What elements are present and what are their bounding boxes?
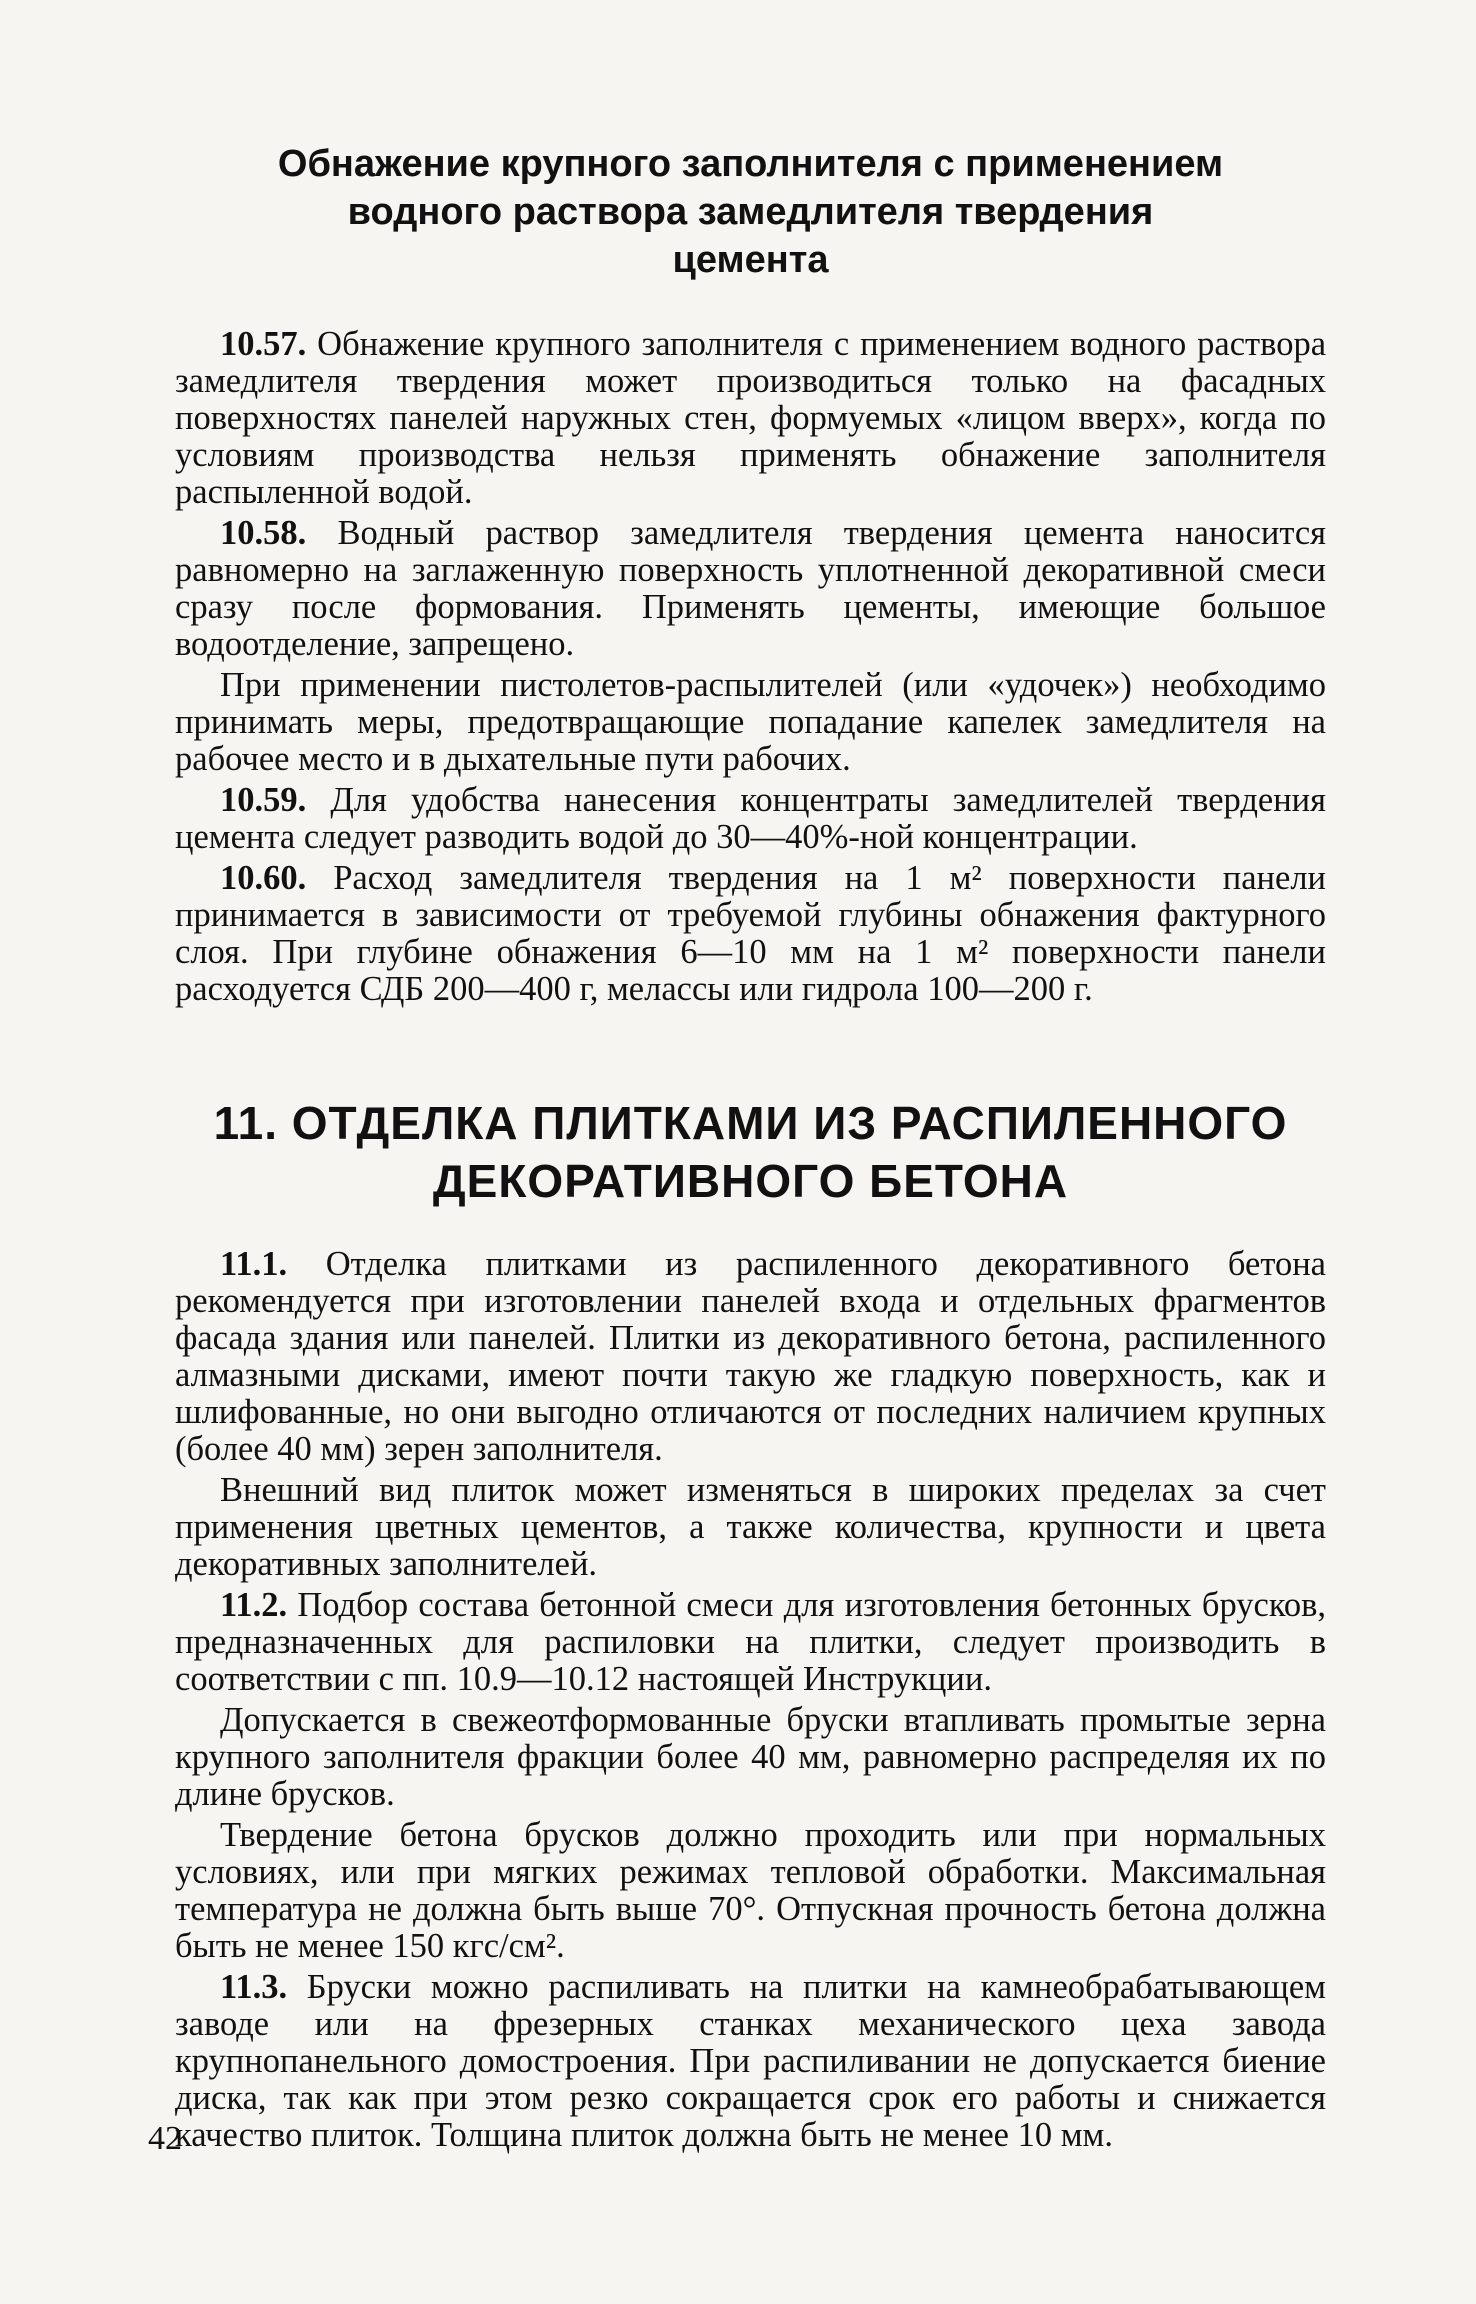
section-title [175, 140, 1326, 284]
chapter-body [175, 1246, 1326, 2154]
paragraph-text: Обнажение крупного заполнителя с применением водного раствора замедлителя твердения может производиться только на фасадных поверхностях панелей наружных стен, формуемых «лицом вверх», когда по условиям производства нельзя применять обнажение заполнителя распыленной водой. [175, 325, 1327, 511]
paragraph-number: 10.60. [220, 859, 307, 897]
paragraph-text: Водный раствор замедлителя твердения цемента наносится равномерно на заглаженную поверхность уплотненной декоративной смеси сразу после формования. Применять цементы, имеющие большое водоотделение, запрещено. [175, 514, 1327, 663]
paragraph [175, 1817, 1326, 1965]
section-body [175, 326, 1326, 1008]
chapter-title-line: ДЕКОРАТИВНОГО БЕТОНА [432, 1155, 1069, 1207]
paragraph [175, 1587, 1326, 1698]
paragraph-number: 10.58. [220, 514, 307, 552]
paragraph-text: Расход замедлителя твердения на 1 м² поверхности панели принимается в зависимости от требуемой глубины обнажения фактурного слоя. При глубине обнажения 6—10 мм на 1 м² поверхности панели расходуется СДБ 200—400 г, мелассы или гидрола 100—200 г. [175, 859, 1327, 1008]
paragraph [175, 782, 1326, 856]
chapter-title [175, 1094, 1326, 1210]
paragraph [175, 326, 1326, 511]
paragraph-text: Твердение бетона брусков должно проходить или при нормальных условиях, или при мягких режимах тепловой обработки. Максимальная температура не должна быть выше 70°. Отпускная прочность бетона должна быть не менее 150 кгс/см². [175, 1816, 1326, 1965]
paragraph [175, 667, 1326, 778]
paragraph-text: Бруски можно распиливать на плитки на камнеобрабатывающем заводе или на фрезерных станках механического цеха завода крупнопанельного домостроения. При распиливании не допускается биение диска, так как при этом резко сокращается срок его работы и снижается качество плиток. Толщина плиток должна быть не менее 10 мм. [175, 1968, 1327, 2154]
paragraph-text: Отделка плитками из распиленного декоративного бетона рекомендуется при изготовлении панелей входа и отдельных фрагментов фасада здания или панелей. Плитки из декоративного бетона, распиленного алмазными дисками, имеют почти такую же гладкую поверхность, как и шлифованные, но они выгодно отличаются от последних наличием крупных (более 40 мм) зерен заполнителя. [175, 1245, 1326, 1468]
paragraph-number: 11.1. [220, 1245, 288, 1283]
page-number: 42 [148, 2120, 182, 2157]
paragraph-number: 10.59. [220, 781, 307, 819]
paragraph [175, 1246, 1326, 1468]
paragraph-number: 11.3. [220, 1968, 288, 2006]
section-title-line: Обнажение крупного заполнителя с применением [277, 143, 1224, 185]
section-title-line: цемента [672, 239, 829, 281]
paragraph [175, 1472, 1326, 1583]
paragraph-text: Внешний вид плиток может изменяться в широких пределах за счет применения цветных цементов, а также количества, крупности и цвета декоративных заполнителей. [175, 1471, 1326, 1583]
paragraph [175, 860, 1326, 1008]
paragraph [175, 1969, 1326, 2154]
paragraph [175, 515, 1326, 663]
paragraph-text: При применении пистолетов-распылителей (или «удочек») необходимо принимать меры, предотвращающие попадание капелек замедлителя на рабочее место и в дыхательные пути рабочих. [175, 666, 1326, 778]
paragraph-text: Подбор состава бетонной смеси для изготовления бетонных брусков, предназначенных для распиловки на плитки, следует производить в соответствии с пп. 10.9—10.12 настоящей Инструкции. [175, 1586, 1326, 1698]
paragraph [175, 1702, 1326, 1813]
section-title-line: водного раствора замедлителя твердения [347, 191, 1154, 233]
paragraph-number: 11.2. [220, 1586, 288, 1624]
chapter-title-line: 11. ОТДЕЛКА ПЛИТКАМИ ИЗ РАСПИЛЕННОГО [213, 1097, 1288, 1149]
paragraph-number: 10.57. [220, 325, 307, 363]
paragraph-text: Для удобства нанесения концентраты замедлителей твердения цемента следует разводить водой до 30—40%-ной концентрации. [175, 781, 1327, 856]
paragraph-text: Допускается в свежеотформованные бруски втапливать промытые зерна крупного заполнителя фракции более 40 мм, равномерно распределяя их по длине брусков. [175, 1701, 1326, 1813]
